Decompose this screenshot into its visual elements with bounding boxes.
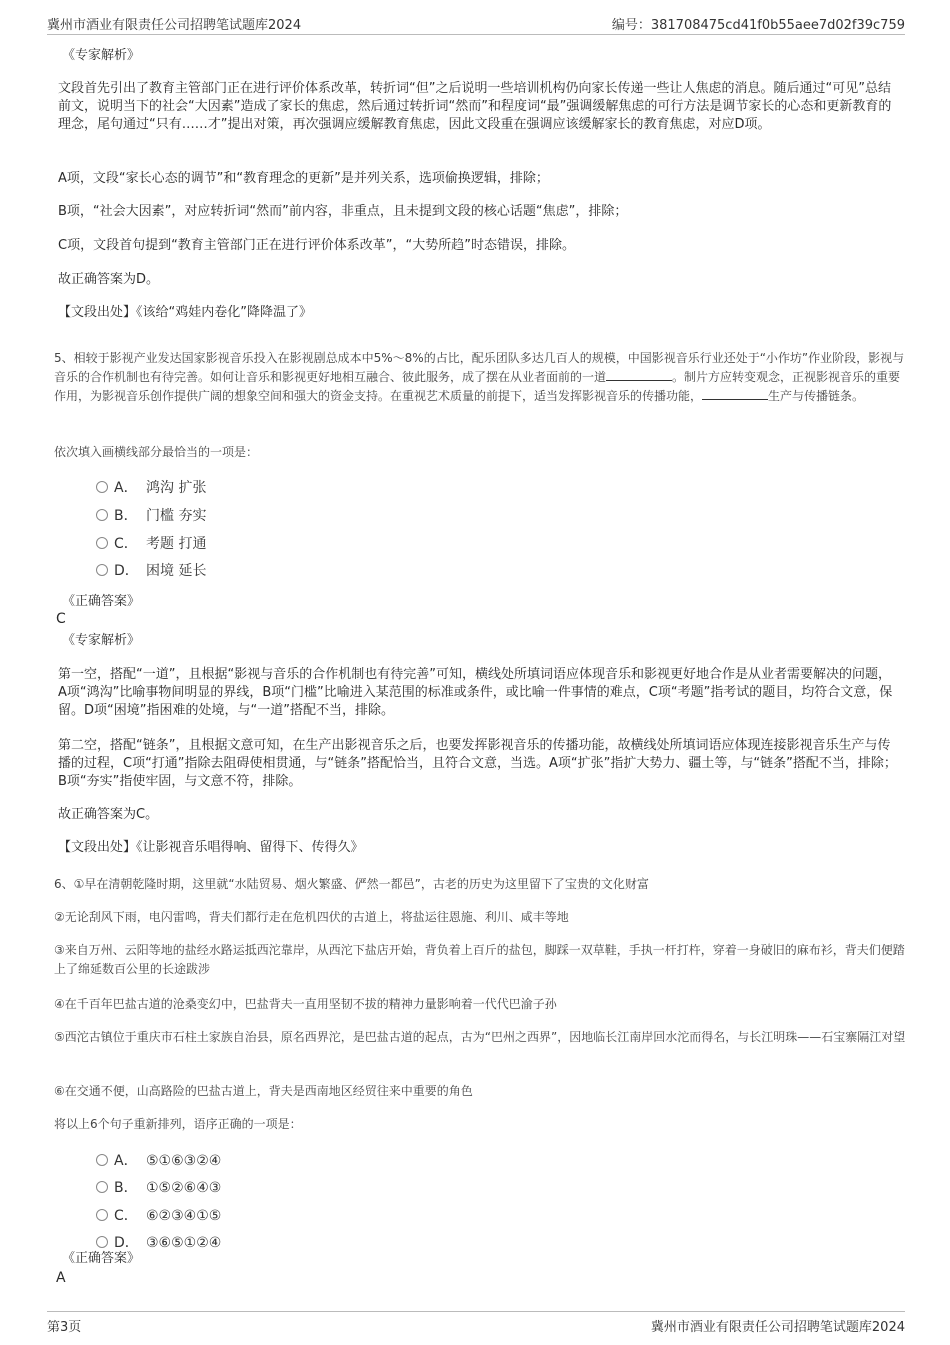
analysis-label: 《专家解析》 (62, 633, 141, 648)
question-6-option-c[interactable]: C． ⑥②③④①⑤ (96, 1206, 221, 1226)
passage-source: 【文段出处】《该给“鸡娃内卷化”降降温了》 (58, 305, 312, 320)
question-5-stem: 5、相较于影视产业发达国家影视音乐投入在影视剧总成本中5%～8%的占比，配乐团队多达几百人的规模，中国影视音乐行业还处于“小作坊”作业阶段，影视与音乐的合作机制也有待完善。如何让音乐和影视更好地相互融合、彼此服务，成了摆在从业者面前的一道 。制片方应转变观念，正视影视音乐的重要作用，为影视音乐创作提供广阔的想象空间和强大的资金支持。在重视艺术质量的前提下，适当发挥影视音乐的传播功能， 生产与传播链条。 (54, 351, 905, 403)
radio-button[interactable] (96, 1209, 108, 1221)
passage-source: 【文段出处】《让影视音乐唱得响、留得下、传得久》 (58, 840, 364, 855)
radio-button[interactable] (96, 1154, 108, 1166)
fill-blank (702, 387, 768, 400)
question-6-sentence-4: ④在千百年巴盐古道的沧桑变幻中，巴盐背夫一直用坚韧不拔的精神力量影响着一代代巴渝子孙 (54, 997, 557, 1011)
analysis-label: 《专家解析》 (62, 48, 141, 63)
question-6-sentence-6: ⑥在交通不便，山高路险的巴盐古道上，背夫是西南地区经贸往来中重要的角色 (54, 1084, 473, 1098)
fill-blank (606, 368, 672, 381)
answer-label: 《正确答案》 (62, 594, 141, 609)
analysis-option-a: A项，文段“家长心态的调节”和“教育理念的更新”是并列关系，选项偷换逻辑，排除； (58, 171, 549, 186)
question-6-prompt: 将以上6个句子重新排列，语序正确的一项是： (54, 1117, 302, 1131)
analysis-paragraph: 文段首先引出了教育主管部门正在进行评价体系改革，转折词“但”之后说明一些培训机构仍向家长传递一些让人焦虑的消息。随后通过“可见”总结前文，说明当下的社会“大因素”造成了家长的焦虑，然后通过转折词“然而”和程度词“最”强调缓解焦虑的可行方法是调节家长的心态和更新教育的理念，尾句通过“只有……才”提出对策，再次强调应缓解教育焦虑，因此文段重在强调应该缓解家长的教育焦虑，对应D项。 (58, 81, 892, 132)
footer-title: 冀州市酒业有限责任公司招聘笔试题库2024 (650, 1320, 905, 1335)
radio-button[interactable] (96, 537, 108, 549)
question-6-option-b[interactable]: B． ①⑤②⑥④③ (96, 1178, 221, 1198)
question-6-sentence-5: ⑤西沱古镇位于重庆市石柱土家族自治县，原名西界沱，是巴盐古道的起点，古为“巴州之西界”，因地临长江南岸回水沱而得名，与长江明珠——石宝寨隔江对望 (54, 1030, 906, 1044)
question-6-sentence-1: 6、①早在清朝乾隆时期，这里就“水陆贸易、烟火繁盛、俨然一都邑”，古老的历史为这里留下了宝贵的文化财富 (54, 877, 649, 891)
radio-button[interactable] (96, 564, 108, 576)
analysis-option-b: B项，“社会大因素”，对应转折词“然而”前内容，非重点，且未提到文段的核心话题“焦虑”，排除； (58, 204, 628, 219)
page-header (47, 14, 905, 35)
analysis-option-c: C项，文段首句提到“教育主管部门正在进行评价体系改革”，“大势所趋”时态错误，排除。 (58, 238, 576, 253)
question-5-prompt: 依次填入画横线部分最恰当的一项是： (54, 445, 259, 459)
analysis-paragraph-2: 第二空，搭配“链条”，且根据文意可知，在生产出影视音乐之后，也要发挥影视音乐的传播功能，故横线处所填词语应体现连接影视音乐生产与传播的过程，C项“打通”指除去阻碍使相贯通，与“链条”搭配恰当，且符合文意，当选。A项“扩张”指扩大势力、疆土等，与“链条”搭配不当，排除；B项“夯实”指使牢固，与文意不符，排除。 (58, 738, 897, 789)
question-5-option-b[interactable]: B． 门槛 夯实 (96, 506, 206, 526)
page-number: 第3页 (47, 1320, 82, 1335)
radio-button[interactable] (96, 1181, 108, 1193)
analysis-conclusion: 故正确答案为D。 (58, 272, 160, 287)
question-5-option-a[interactable]: A． 鸿沟 扩张 (96, 478, 206, 498)
correct-answer: A (56, 1270, 66, 1286)
question-6-option-d[interactable]: D． ③⑥⑤①②④ (96, 1233, 221, 1253)
radio-button[interactable] (96, 481, 108, 493)
question-5-option-d[interactable]: D． 困境 延长 (96, 561, 206, 581)
question-6-sentence-3: ③来自万州、云阳等地的盐经水路运抵西沱靠岸，从西沱下盐店开始，背负着上百斤的盐包，脚踩一双草鞋，手执一杆打杵，穿着一身破旧的麻布衫，背夫们便踏上了绵延数百公里的长途跋涉 (54, 943, 905, 976)
analysis-paragraph-1: 第一空，搭配“一道”，且根据“影视与音乐的合作机制也有待完善”可知，横线处所填词语应体现音乐和影视更好地合作是从业者需要解决的问题，A项“鸿沟”比喻事物间明显的界线，B项“门槛”比喻进入某范围的标准或条件，或比喻一件事情的难点，C项“考题”指考试的题目，均符合文意，保留。D项“困境”指困难的处境，与“一道”搭配不当，排除。 (58, 667, 893, 718)
page-footer (47, 1311, 905, 1335)
answer-label: 《正确答案》 (62, 1251, 141, 1266)
analysis-conclusion: 故正确答案为C。 (58, 807, 159, 822)
header-title: 冀州市酒业有限责任公司招聘笔试题库2024 (47, 18, 302, 33)
radio-button[interactable] (96, 1236, 108, 1248)
question-6-sentence-2: ②无论刮风下雨，电闪雷鸣，背夫们都行走在危机四伏的古道上，将盐运往恩施、利川、咸丰等地 (54, 910, 569, 924)
question-6-option-a[interactable]: A． ⑤①⑥③②④ (96, 1151, 221, 1171)
header-serial-number: 编号：381708475cd41f0b55aee7d02f39c759 (611, 18, 905, 33)
radio-button[interactable] (96, 509, 108, 521)
correct-answer: C (56, 611, 66, 627)
question-5-option-c[interactable]: C． 考题 打通 (96, 534, 206, 554)
